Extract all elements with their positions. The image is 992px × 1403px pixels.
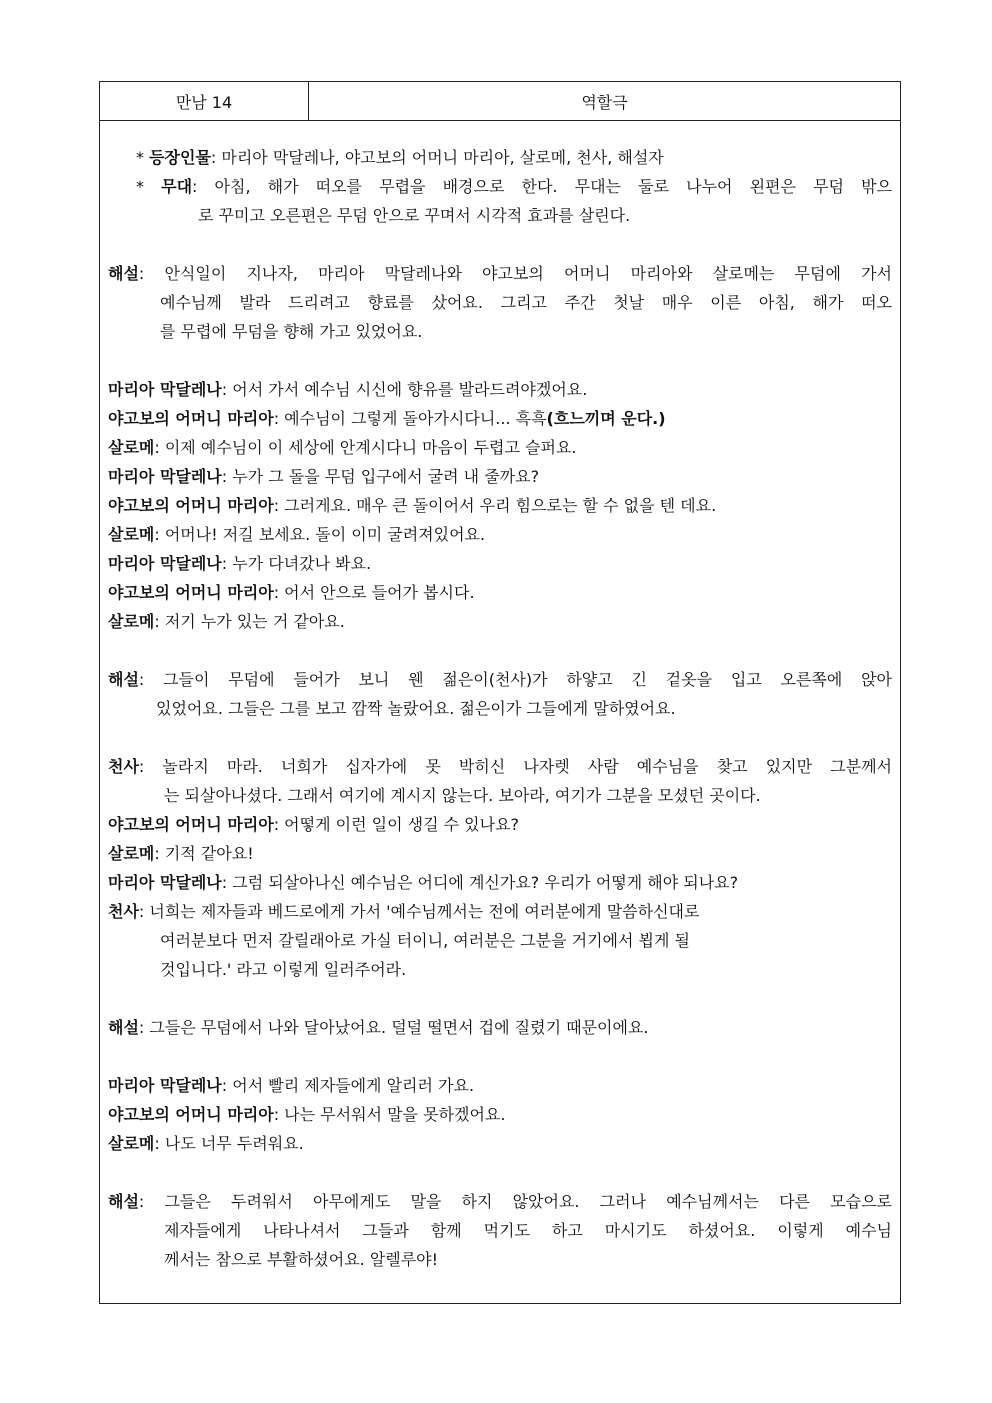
dialogue-line: 살로메: 기적 같아요! — [108, 844, 254, 863]
narration-line: 해설: 안식일이 지나자, 마리아 막달레나와 야고보의 어머니 마리아와 살로메는 무덤에 가서 — [108, 264, 892, 283]
narration-line: 해설: 그들은 무덤에서 나와 달아났어요. 덜덜 떨면서 겁에 질렸기 때문이에요. — [108, 1018, 649, 1037]
dialogue-line: 야고보의 어머니 마리아: 예수님이 그렇게 돌아가시다니... 흑흑(흐느끼며 운다.) — [108, 409, 666, 428]
document-frame — [99, 81, 901, 1304]
dialogue-line: 살로메: 저기 누가 있는 거 같아요. — [108, 612, 345, 631]
dialogue-line: 마리아 막달레나: 어서 빨리 제자들에게 알리러 가요. — [108, 1076, 475, 1095]
dialogue-line: 천사: 놀라지 마라. 너희가 십자가에 못 박히신 나자렛 사람 예수님을 찾고 있지만 그분께서 — [108, 757, 892, 776]
dialogue-line: 여러분보다 먼저 갈릴래아로 가실 터이니, 여러분은 그분을 거기에서 뵙게 될 — [160, 931, 690, 950]
narration-line: 해설: 그들은 두려워서 아무에게도 말을 하지 않았어요. 그러나 예수님께서는 다른 모습으로 — [108, 1192, 892, 1211]
stage-label: 무대 — [161, 177, 193, 196]
narration-line: 제자들에게 나타나셔서 그들과 함께 먹기도 하고 마시기도 하셨어요. 이렇게 예수님 — [164, 1221, 892, 1240]
document-type: 역할극 — [581, 92, 628, 112]
narration-line: 있었어요. 그들은 그를 보고 깜짝 놀랐어요. 젊은이가 그들에게 말하였어요. — [156, 699, 676, 718]
header-row — [100, 82, 900, 121]
lesson-number: 만남 14 — [100, 82, 309, 120]
stage-direction: (흐느끼며 운다.) — [546, 409, 666, 428]
dialogue-line: 마리아 막달레나: 그럼 되살아나신 예수님은 어디에 계신가요? 우리가 어떻게 해야 되나요? — [108, 873, 739, 892]
dialogue-line: 마리아 막달레나: 어서 가서 예수님 시신에 향유를 발라드려야겠어요. — [108, 380, 588, 399]
stage-line-cont: 로 꾸미고 오른편은 무덤 안으로 꾸며서 시각적 효과를 살린다. — [198, 206, 631, 225]
cast-label: 등장인물 — [149, 148, 211, 167]
dialogue-line: 살로메: 어머나! 저길 보세요. 돌이 이미 굴려져있어요. — [108, 525, 486, 544]
dialogue-line: 것입니다.' 라고 이렇게 일러주어라. — [160, 960, 407, 979]
dialogue-line: 야고보의 어머니 마리아: 나는 무서워서 말을 못하겠어요. — [108, 1105, 506, 1124]
dialogue-line: 야고보의 어머니 마리아: 그러게요. 매우 큰 돌이어서 우리 힘으로는 할 수 없을 텐 데요. — [108, 496, 717, 515]
dialogue-line: 는 되살아나셨다. 그래서 여기에 계시지 않는다. 보아라, 여기가 그분을 모셨던 곳이다. — [164, 786, 761, 805]
dialogue-line: 야고보의 어머니 마리아: 어서 안으로 들어가 봅시다. — [108, 583, 475, 602]
dialogue-line: 살로메: 이제 예수님이 이 세상에 안계시다니 마음이 두렵고 슬퍼요. — [108, 438, 577, 457]
narration-line: 를 무렵에 무덤을 향해 가고 있었어요. — [160, 322, 423, 341]
dialogue-line: 마리아 막달레나: 누가 다녀갔나 봐요. — [108, 554, 372, 573]
dialogue-line: 야고보의 어머니 마리아: 어떻게 이런 일이 생길 수 있나요? — [108, 815, 520, 834]
cast-line: * 등장인물: 마리아 막달레나, 야고보의 어머니 마리아, 살로메, 천사, 해설자 — [136, 148, 664, 167]
narration-line: 예수님께 발라 드리려고 향료를 샀어요. 그리고 주간 첫날 매우 이른 아침, 해가 떠오 — [160, 293, 892, 312]
narration-line: 께서는 참으로 부활하셨어요. 알렐루야! — [164, 1250, 439, 1269]
dialogue-line: 마리아 막달레나: 누가 그 돌을 무덤 입구에서 굴려 내 줄까요? — [108, 467, 540, 486]
stage-line: * 무대: 아침, 해가 떠오를 무렵을 배경으로 한다. 무대는 둘로 나누어 왼편은 무덤 밖으 — [136, 177, 892, 196]
dialogue-line: 살로메: 나도 너무 두려워요. — [108, 1134, 304, 1153]
narration-line: 해설: 그들이 무덤에 들어가 보니 웬 젊은이(천사)가 하얗고 긴 겉옷을 입고 오른쪽에 앉아 — [108, 670, 892, 689]
dialogue-line: 천사: 너희는 제자들과 베드로에게 가서 '예수님께서는 전에 여러분에게 말씀하신대로 — [108, 902, 700, 921]
